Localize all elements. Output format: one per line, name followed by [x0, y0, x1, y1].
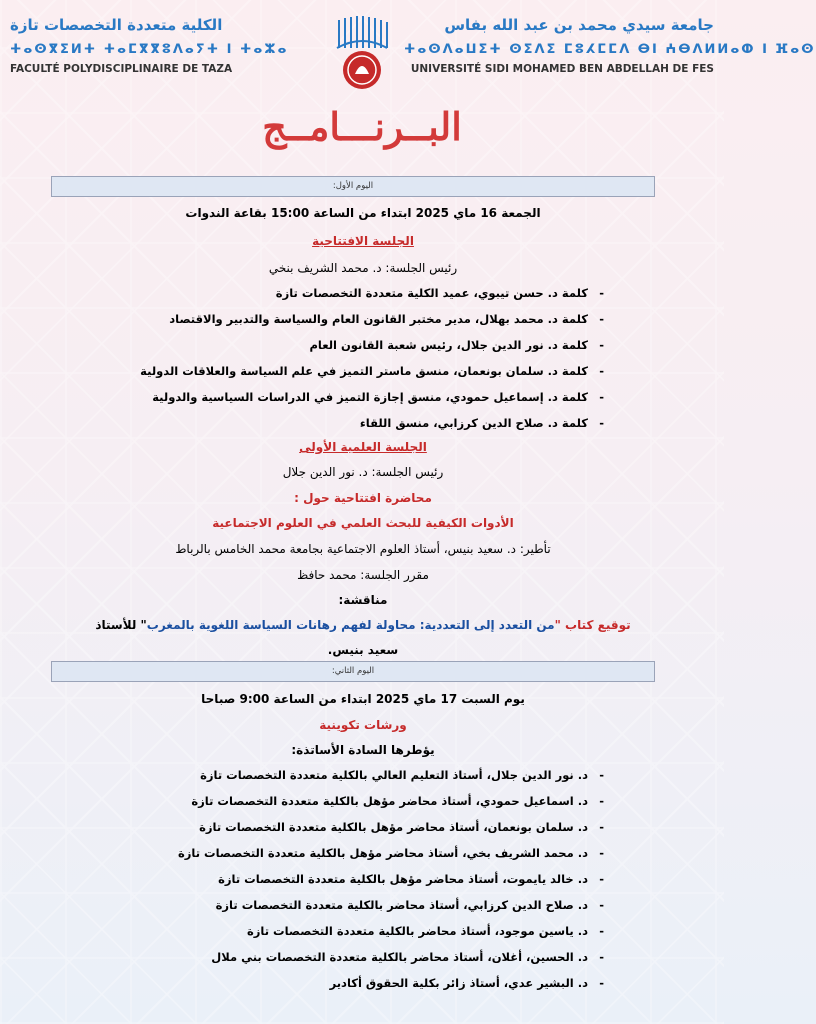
- list-item: كلمة د. محمد بهلال، مدير مختبر القانون العام والسياسة والتدبير والاقتصاد -: [28, 312, 588, 338]
- university-name-tifinagh: ⵜⴰⵙⴷⴰⵡⵉⵜ ⵙⵉⴷⵉ ⵎⵓⵃⵎⵎⴷ ⴱⵏ ⵄⴱⴷⵍⵍⴰⵀ ⵏ ⴼⴰⵙ: [404, 42, 816, 57]
- faculty-name-fr: FACULTÉ POLYDISCIPLINAIRE DE TAZA: [10, 63, 233, 75]
- discussion-label: مناقشة:: [338, 593, 388, 607]
- list-item: د. اسماعيل حمودي، أستاذ محاضر مؤهل بالكلية متعددة التخصصات تازة -: [28, 794, 588, 820]
- faculty-name-ar: الكلية متعددة التخصصات تازة: [10, 16, 223, 34]
- list-item: د. خالد يايموت، أستاذ محاضر مؤهل بالكلية متعددة التخصصات تازة -: [28, 872, 588, 898]
- day1-date: الجمعة 16 ماي 2025 ابتداء من الساعة 15:00 بقاعة الندوات: [185, 206, 541, 220]
- day2-bar: اليوم الثاني:: [51, 661, 655, 682]
- list-item: د. الحسين، أغلان، أستاذ محاضر بالكلية متعددة التخصصات بني ملال -: [28, 950, 588, 976]
- faculty-name-tifinagh: ⵜⴰⵙⴳⵉⵍⵜ ⵜⴰⵎⴳⴳⵓⴷⴰⵢⵜ ⵏ ⵜⴰⵣⴰ: [10, 42, 289, 57]
- book-signing-suffix: " للأستاذ: [95, 618, 147, 632]
- university-logo-icon: [333, 14, 391, 94]
- book-signing-title: من التعدد إلى التعددية: محاولة لفهم رهانات السياسة اللغوية بالمغرب: [146, 618, 555, 632]
- program-title: البــرنـــامــج: [262, 104, 462, 149]
- workshops-title: ورشات تكوينية: [319, 718, 407, 732]
- lecture-intro: محاضرة افتتاحية حول :: [294, 491, 432, 505]
- list-item: د. نور الدين جلال، أستاذ التعليم العالي بالكلية متعددة التخصصات تازة -: [28, 768, 588, 794]
- workshop-facilitators-list: [28, 768, 588, 1002]
- list-item: د. محمد الشريف بخي، أستاذ محاضر مؤهل بالكلية متعددة التخصصات تازة -: [28, 846, 588, 872]
- university-name-fr: UNIVERSITÉ SIDI MOHAMED BEN ABDELLAH DE FES: [410, 63, 714, 75]
- list-item: كلمة د. نور الدين جلال، رئيس شعبة القانون العام -: [28, 338, 588, 364]
- opening-chair: رئيس الجلسة: د. محمد الشريف بنخي: [268, 261, 458, 275]
- university-header: [404, 16, 816, 75]
- list-item: د. صلاح الدين كرزابي، أستاذ محاضر بالكلية متعددة التخصصات تازة -: [28, 898, 588, 924]
- list-item: كلمة د. حسن تيبوي، عميد الكلية متعددة التخصصات تازة -: [28, 286, 588, 312]
- faculty-header: [10, 16, 320, 75]
- university-name-ar: جامعة سيدي محمد بن عبد الله بفاس: [444, 16, 714, 34]
- lecture-supervision: تأطير: د. سعيد بنيس، أستاذ العلوم الاجتماعية بجامعة محمد الخامس بالرباط: [175, 542, 551, 556]
- book-signing-author: سعيد بنيس.: [327, 643, 399, 657]
- lecture-title: الأدوات الكيفية للبحث العلمي في العلوم الاجتماعية: [212, 516, 514, 530]
- list-item: د. ياسين موجود، أستاذ محاضر بالكلية متعددة التخصصات تازة -: [28, 924, 588, 950]
- day1-bar: اليوم الأول:: [51, 176, 655, 197]
- session-rapporteur: مقرر الجلسة: محمد حافظ: [297, 568, 429, 582]
- opening-session-title: الجلسة الافتتاحية: [312, 234, 414, 248]
- scientific-session-chair: رئيس الجلسة: د. نور الدين جلال: [282, 465, 444, 479]
- list-item: كلمة د. سلمان بونعمان، منسق ماستر التميز في علم السياسة والعلاقات الدولية -: [28, 364, 588, 390]
- list-item: كلمة د. إسماعيل حمودي، منسق إجازة التميز في الدراسات السياسية والدولية -: [28, 390, 588, 416]
- list-item: د. البشير عدي، أستاذ زائر بكلية الحقوق أكادير -: [28, 976, 588, 1002]
- book-signing-prefix: توقيع كتاب ": [554, 618, 631, 632]
- letterhead: [0, 8, 816, 88]
- scientific-session-title: الجلسة العلمية الأولى: [299, 440, 427, 454]
- list-item: كلمة د. صلاح الدين كرزابي، منسق اللقاء -: [28, 416, 588, 442]
- day2-date: يوم السبت 17 ماي 2025 ابتداء من الساعة 9:00 صباحا: [201, 692, 525, 706]
- opening-speeches-list: [28, 286, 588, 442]
- list-item: د. سلمان بونعمان، أستاذ محاضر مؤهل بالكلية متعددة التخصصات تازة -: [28, 820, 588, 846]
- workshop-facilitators-label: يؤطرها السادة الأساتذة:: [291, 743, 435, 757]
- book-signing: [60, 618, 666, 632]
